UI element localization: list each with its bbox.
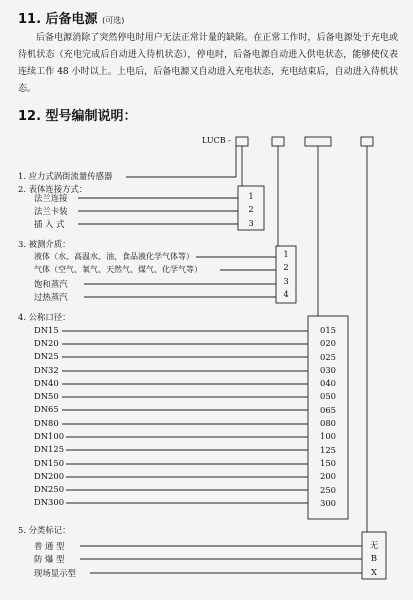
model-prefix: LUCB - [202,136,231,145]
section-12-heading: 12. 型号编制说明： [18,109,137,124]
code-value: 065 [320,404,336,415]
code-value: 080 [320,418,336,429]
list-item: DN150 [34,458,65,468]
list-item: DN40 [34,378,59,388]
code-value: 2 [248,204,254,215]
list-item: 插 入 式 [34,219,65,229]
code-value: 4 [283,288,289,299]
code-value: 300 [320,497,336,508]
code-value: 3 [248,217,254,228]
medium-codes [276,248,296,301]
code-value: 250 [320,484,336,495]
list-item: DN200 [34,471,65,481]
list-item: DN300 [34,497,65,507]
list-item: DN25 [34,351,59,361]
code-value: B [370,553,378,564]
list-item: DN32 [34,365,59,375]
code-value: 030 [320,364,336,375]
code-value: 040 [320,378,336,389]
list-item: DN15 [34,325,59,335]
code-value: 150 [320,457,336,468]
code-value: X [371,566,377,577]
list-item: 防 爆 型 [34,554,65,564]
code-value: 2 [283,262,289,273]
section-11-title: 11. 后备电源 [18,12,98,27]
list-item: DN20 [34,338,59,348]
code-box-type [361,137,373,146]
group-1-label: 1. 应力式涡街流量传感器 [18,171,113,181]
group-4-label: 4. 公称口径： [18,312,71,322]
type-codes [362,539,386,579]
code-value: 无 [369,540,379,550]
optional-note: (可选) [102,16,125,25]
list-item: DN50 [34,391,59,401]
code-box-connection [236,137,248,146]
code-value: 3 [283,275,289,286]
code-value: 015 [320,325,336,335]
list-item: 现场显示型 [34,568,76,578]
list-item: 饱和蒸汽 [34,279,68,289]
group-5-label: 5. 分类标记： [18,525,71,535]
code-value: 1 [283,249,289,259]
code-value: 050 [320,391,336,402]
list-item: DN80 [34,418,59,428]
connection-codes [238,190,264,230]
list-item: 法兰卡装 [34,206,68,216]
list-item: 液体（水、高温水、油、食品液化学气体等） [34,252,194,261]
list-item: DN100 [34,431,65,441]
list-item: 法兰连接 [34,193,68,203]
list-item: 气体（空气、氧气、天然气、煤气、化学气等） [34,265,202,274]
list-item: DN125 [34,444,65,454]
code-box-medium [272,137,284,146]
code-value: 100 [320,431,336,442]
code-value: 125 [320,444,336,455]
code-value: 025 [320,351,336,362]
list-item: DN250 [34,484,65,494]
group-3-label: 3. 被测介质： [18,239,71,249]
code-value: 1 [248,191,254,201]
list-item: 过热蒸汽 [34,292,68,302]
code-box-diameter [305,137,331,146]
section-11-paragraph: 后备电源消除了突然停电时用户无法正常计量的缺陷。在正常工作时，后备电源处于充电或待机状态（充电完成后自动进入待机状态），停电时，后备电源自动进入供电状态，能够使仪表连续工作 48 小时以上。上电后，后备电源又自动进入充电状态，充电结束后，自动进入待机状态。 [18,33,398,94]
list-item: 普 通 型 [34,541,65,551]
list-item: DN65 [34,404,59,414]
group-2-label: 2. 表体连接方式： [18,184,88,194]
code-value: 020 [320,338,336,349]
diameter-codes [308,324,348,510]
code-value: 200 [320,471,336,482]
